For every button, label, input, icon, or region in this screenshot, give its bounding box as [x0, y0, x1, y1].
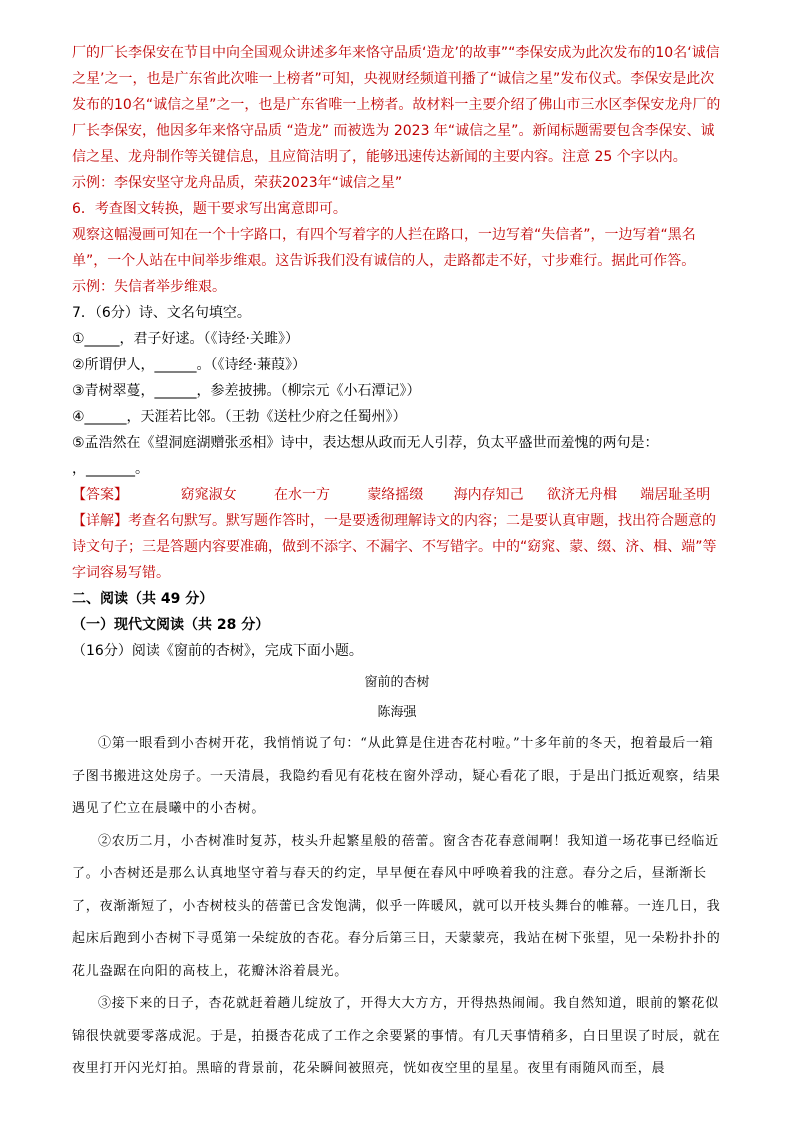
example-answer-q5: 示例：李保安坚守龙舟品质，荣获2023年“诚信之星” — [72, 175, 403, 191]
answer-label: 【答案】 — [72, 487, 128, 503]
article-paragraph: ③接下来的日子，杏花就赶着趟儿绽放了，开得大大方方，开得热热闹闹。我自然知道，眼前的繁花似锦很快就要零落成泥。于是，拍摄杏花成了工作之余要紧的事情。有几天事情稍多，白日里误了时辰，就在夜里打开闪光灯拍。黑暗的背景前，花朵瞬间被照亮，恍如夜空里的星星。夜里有雨随风而至，晨 — [72, 996, 721, 1076]
article-author: 陈海强 — [377, 705, 417, 720]
answer-item: 端居耻圣明 — [640, 487, 711, 503]
answer-item: 在水一方 — [273, 487, 330, 503]
document-page — [72, 40, 722, 1086]
q6-example: 示例：失信者举步维艰。 — [72, 279, 226, 295]
q7-item: ④______，天涯若比邻。（王勃《送杜少府之任蜀州》） — [72, 409, 407, 425]
answer-item: 蒙络摇缀 — [367, 487, 424, 503]
q6-heading: 6．考查图文转换，题干要求写出寓意即可。 — [72, 201, 347, 217]
article-paragraph: ①第一眼看到小杏树开花，我悄悄说了句：“从此算是住进杏花村啦。”十多年前的冬天，抱着最后一箱子图书搬进这处房子。一天清晨，我隐约看见有花枝在窗外浮动，疑心看花了眼，于是出门抵近观察，结果遇见了伫立在晨曦中的小杏树。 — [72, 736, 721, 816]
article-paragraph: ②农历二月，小杏树准时复苏，枝头升起繁星般的蓓蕾。窗含杏花春意闹啊！我知道一场花事已经临近了。小杏树还是那么认真地坚守着与春天的约定，早早便在春风中呼唤着我的注意。春分之后，昼渐渐长了，夜渐渐短了，小杏树枝头的蓓蕾已含发饱满，似乎一阵暖风，就可以开枝头舞台的帷幕。一连几日，我起床后跑到小杏树下寻觅第一朵绽放的杏花。春分后第三日，天蒙蒙亮，我站在树下张望，见一朵粉扑扑的花儿盎踞在向阳的高枝上，花瓣沐浴着晨光。 — [72, 833, 721, 979]
article-title: 窗前的杏树 — [364, 675, 430, 690]
q7-item: ⑤孟浩然在《望洞庭湖赠张丞相》诗中，表达想从政而无人引荐，负太平盛世而羞愧的两句是： — [72, 435, 659, 451]
answer-row — [72, 482, 722, 508]
q7-heading: 7．（6分）诗、文名句填空。 — [72, 305, 251, 321]
q7-item: ③青树翠蔓，______，参差披拂。（柳宗元《小石潭记》） — [72, 383, 421, 399]
subsection-heading: （一）现代文阅读（共 28 分） — [72, 617, 270, 633]
answer-item: 欲济无舟楫 — [546, 487, 617, 503]
q7-item: ②所谓伊人，______。（《诗经·蒹葭》） — [72, 357, 307, 373]
detail-explanation: 【详解】考查名句默写。默写题作答时，一是要透彻理解诗文的内容；二是要认真审题，找出符合题意的诗文句子；三是答题内容要准确，做到不添字、不漏字、不写错字。中的“窈窕、蒙、缀、济、楫、端”等字词容易写错。 — [72, 513, 717, 581]
q7-item: ①_____，君子好逑。（《诗经·关雎》） — [72, 331, 300, 347]
answer-item: 海内存知己 — [453, 487, 524, 503]
reading-task: （16分）阅读《窗前的杏树》，完成下面小题。 — [72, 643, 363, 659]
q6-explanation: 观察这幅漫画可知在一个十字路口，有四个写着字的人拦在路口，一边写着“失信者”，一边写着“黑名单”，一个人站在中间举步维艰。这告诉我们没有诚信的人，走路都走不好，寸步难行。据此可作答。 — [72, 227, 696, 269]
section-heading: 二、阅读（共 49 分） — [72, 591, 214, 607]
answer-item: 窈窕淑女 — [180, 487, 237, 503]
answer-explanation-q5: 厂的厂长李保安在节目中向全国观众讲述多年来恪守品质‘造龙’的故事”“李保安成为此次发布的10名‘诚信之星’之一，也是广东省此次唯一上榜者”可知，央视财经频道刊播了“诚信之星”发布仪式。李保安是此次发布的10名“诚信之星”之一，也是广东省唯一上榜者。故材料一主要介绍了佛山市三水区李保安龙舟厂的厂长李保安，他因多年来恪守品质 “造龙” 而被选为 2023 年“诚信之星”。新闻标题需要包含李保安、诚信之星、龙舟制作等关键信息，且应简洁明了，能够迅速传达新闻的主要内容。注意 25 个字以内。 — [72, 45, 721, 165]
q7-item: ，_______。 — [72, 461, 149, 477]
